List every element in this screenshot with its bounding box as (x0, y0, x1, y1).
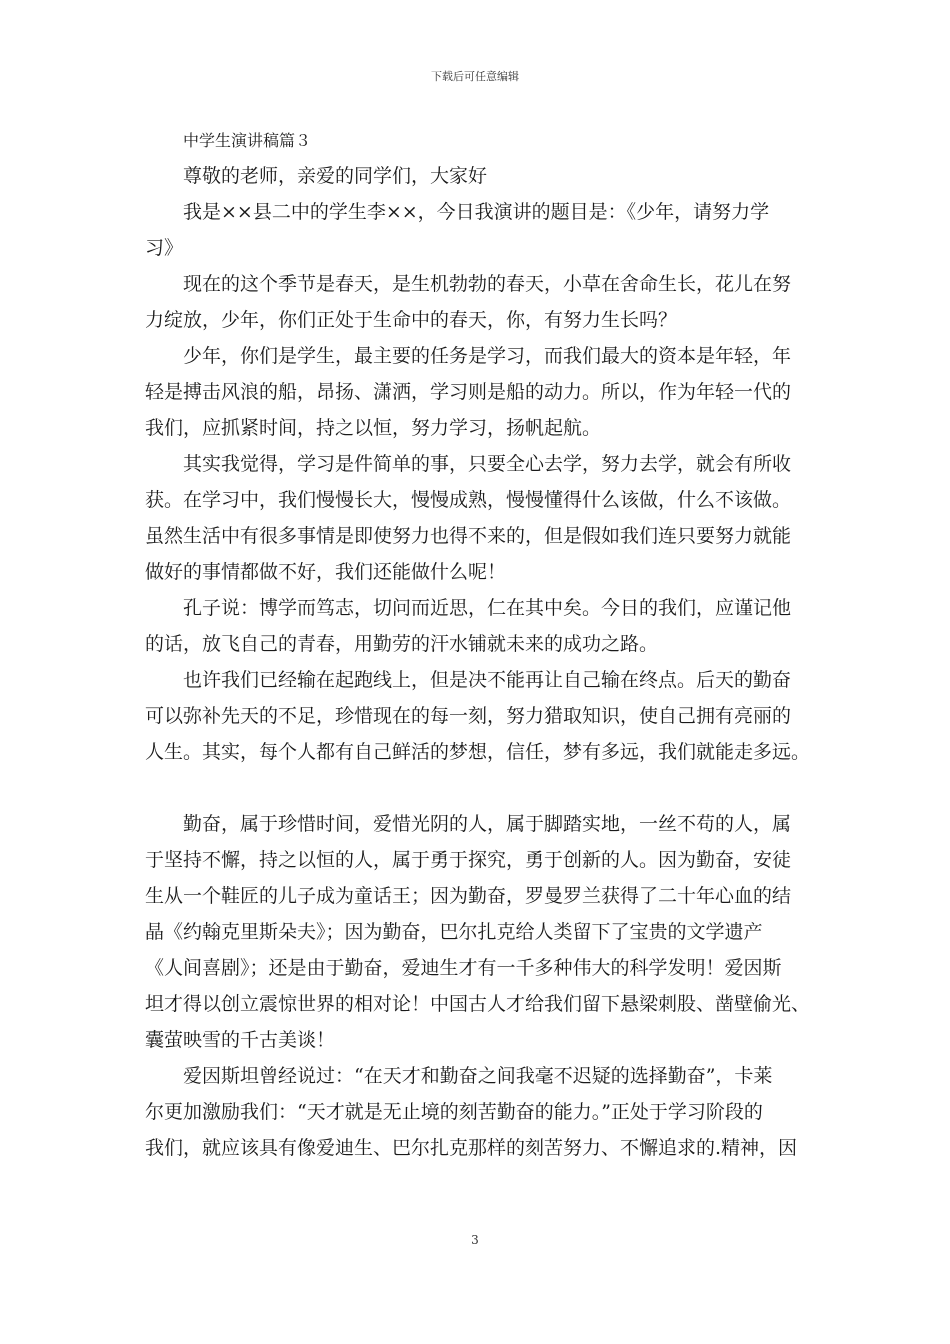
text-line: 囊萤映雪的千古美谈！ (145, 1029, 336, 1051)
text-line: 可以弥补先天的不足，珍惜现在的每一刻，努力猎取知识，使自己拥有亮丽的 (145, 705, 792, 727)
text-line: 尔更加激励我们：“天才就是无止境的刻苦勤奋的能力。”正处于学习阶段的 (145, 1101, 763, 1123)
text-line: 人生。其实，每个人都有自己鲜活的梦想，信任，梦有多远，我们就能走多远。 (145, 741, 811, 763)
text-line: 做好的事情都做不好，我们还能做什么呢！ (145, 561, 507, 583)
text-line: 坦才得以创立震惊世界的相对论！中国古人才给我们留下悬梁刺股、凿壁偷光、 (145, 993, 811, 1015)
text-line: 于坚持不懈，持之以恒的人，属于勇于探究，勇于创新的人。因为勤奋，安徒 (145, 849, 792, 871)
section-title: 中学生演讲稿篇３ (183, 131, 312, 150)
text-line: 的话，放飞自己的青春，用勤劳的汗水铺就未来的成功之路。 (145, 633, 659, 655)
text-line: 勤奋，属于珍惜时间，爱惜光阴的人，属于脚踏实地，一丝不苟的人，属 (183, 813, 792, 835)
text-line: 习》 (145, 237, 184, 259)
text-line: 轻是搏击风浪的船，昂扬、潇洒，学习则是船的动力。所以，作为年轻一代的 (145, 381, 792, 403)
text-line: 生从一个鞋匠的儿子成为童话王；因为勤奋，罗曼罗兰获得了二十年心血的结 (145, 885, 792, 907)
text-line: 获。在学习中，我们慢慢长大，慢慢成熟，慢慢懂得什么该做，什么不该做。 (145, 489, 792, 511)
text-line: 《人间喜剧》；还是由于勤奋，爱迪生才有一千多种伟大的科学发明！爱因斯 (145, 957, 782, 979)
text-line: 少年，你们是学生，最主要的任务是学习，而我们最大的资本是年轻，年 (183, 345, 792, 367)
header-note: 下载后可任意编辑 (431, 70, 519, 83)
text-line: 我们，就应该具有像爱迪生、巴尔扎克那样的刻苦努力、不懈追求的.精神，因 (145, 1137, 798, 1159)
text-line: 力绽放，少年，你们正处于生命中的春天，你，有努力生长吗？ (145, 309, 678, 331)
text-line: 也许我们已经输在起跑线上，但是决不能再让自己输在终点。后天的勤奋 (183, 669, 792, 691)
page-number: 3 (471, 1233, 479, 1247)
text-line: 尊敬的老师，亲爱的同学们，大家好 (183, 165, 488, 187)
text-line: 现在的这个季节是春天，是生机勃勃的春天，小草在舍命生长，花儿在努 (183, 273, 792, 295)
text-line: 我是××县二中的学生李××，今日我演讲的题目是：《少年，请努力学 (183, 201, 770, 223)
text-line: 虽然生活中有很多事情是即使努力也得不来的，但是假如我们连只要努力就能 (145, 525, 792, 547)
text-line: 孔子说：博学而笃志，切问而近思，仁在其中矣。今日的我们，应谨记他 (183, 597, 792, 619)
blank-line (145, 770, 810, 806)
text-line: 晶《约翰克里斯朵夫》；因为勤奋，巴尔扎克给人类留下了宝贵的文学遗产 (145, 921, 763, 943)
text-line: 其实我觉得，学习是件简单的事，只要全心去学，努力去学，就会有所收 (183, 453, 792, 475)
text-line: 爱因斯坦曾经说过：“在天才和勤奋之间我毫不迟疑的选择勤奋”，卡莱 (183, 1065, 773, 1087)
document-body (145, 124, 810, 1166)
text-line: 我们，应抓紧时间，持之以恒，努力学习，扬帆起航。 (145, 417, 602, 439)
